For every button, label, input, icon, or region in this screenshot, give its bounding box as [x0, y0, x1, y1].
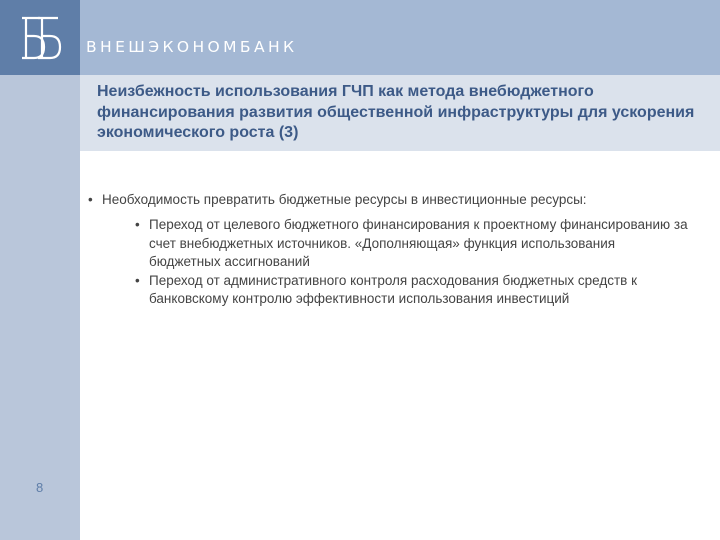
left-band [0, 0, 80, 540]
sub-bullet-item [135, 272, 688, 309]
bullet-dot-icon: • [135, 272, 140, 288]
bullet-dot-icon: • [135, 217, 140, 232]
brand-name: ВНЕШЭКОНОМБАНК [86, 38, 298, 56]
bullet-text: Необходимость превратить бюджетные ресурсы в инвестиционные ресурсы: [102, 192, 587, 207]
sub-bullet-text: Переход от целевого бюджетного финансирования к проектному финансированию за счет внебюджетных источников. «Дополняющая» функция использования бюджетных ассигнований [149, 217, 688, 269]
bank-logo-icon [18, 10, 64, 66]
logo [0, 0, 80, 75]
sub-bullet-text: Переход от административного контроля расходования бюджетных средств к банковскому контролю эффективности использования инвестиций [149, 272, 638, 306]
slide-title: Неизбежность использования ГЧП как метода внебюджетного финансирования развития общественной инфраструктуры для ускорения экономического роста (3) [97, 83, 695, 141]
bullet-item [88, 190, 688, 210]
sub-bullet-item [135, 216, 688, 272]
bullet-dot-icon: • [88, 192, 93, 207]
bullet-list [88, 190, 688, 309]
page-number: 8 [36, 480, 44, 495]
